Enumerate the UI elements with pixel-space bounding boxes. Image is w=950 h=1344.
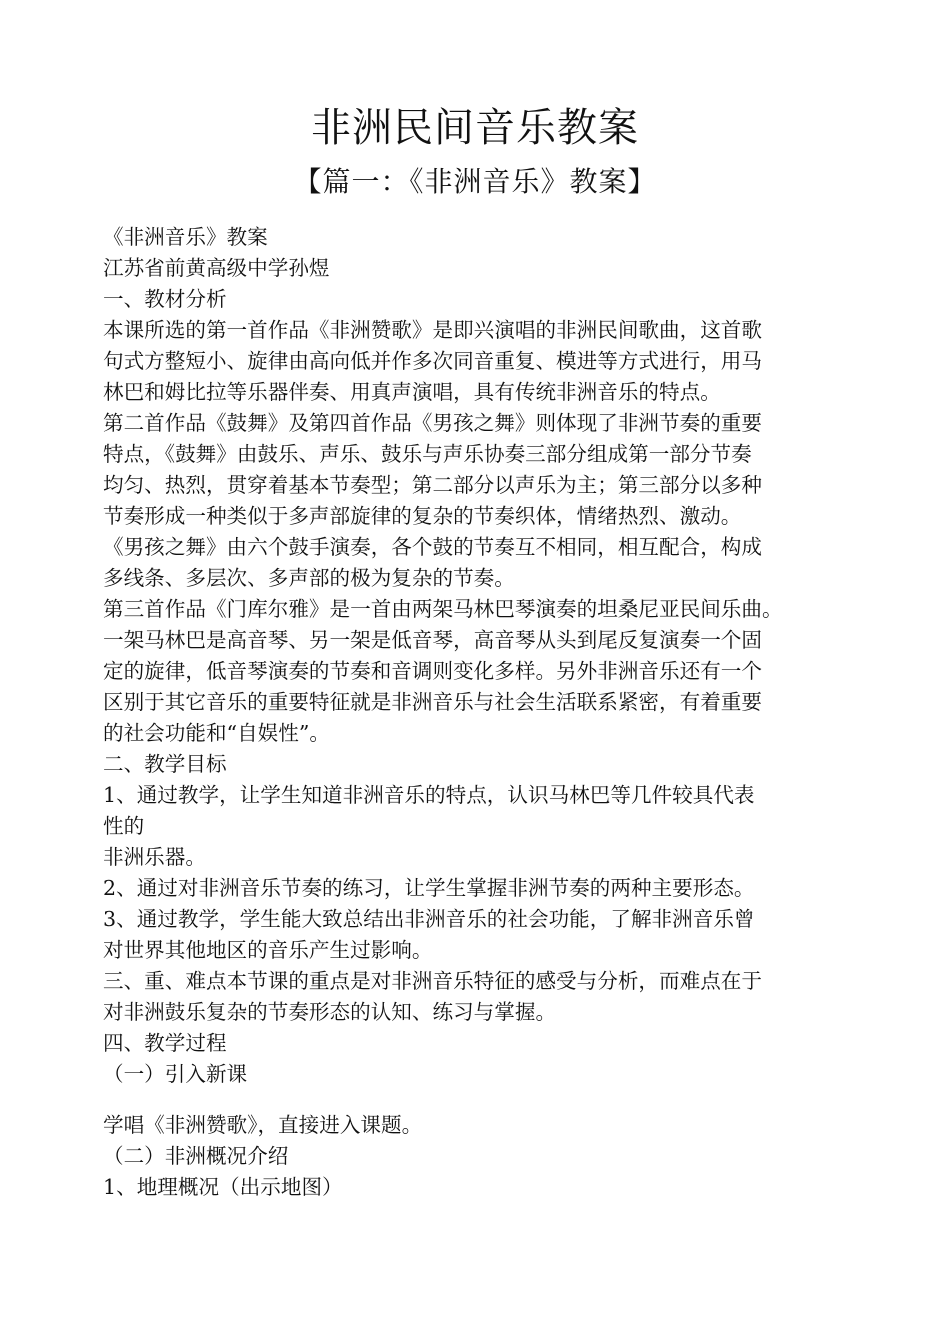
document-title: 非洲民间音乐教案 bbox=[311, 105, 639, 151]
body-line: 多线条、多层次、多声部的极为复杂的节奏。 bbox=[103, 566, 515, 590]
body-line: 林巴和姆比拉等乐器伴奏、用真声演唱，具有传统非洲音乐的特点。 bbox=[103, 380, 721, 404]
body-line: （一）引入新课 bbox=[103, 1062, 248, 1086]
document-subtitle: 【篇一：《非洲音乐》教案】 bbox=[293, 165, 657, 198]
body-line: 一、教材分析 bbox=[103, 287, 227, 311]
body-line: 性的 bbox=[103, 814, 145, 838]
body-line: 均匀、热烈，贯穿着基本节奏型；第二部分以声乐为主；第三部分以多种 bbox=[103, 473, 762, 497]
body-line: 非洲乐器。 bbox=[103, 845, 206, 869]
body-line: 3、通过教学，学生能大致总结出非洲音乐的社会功能，了解非洲音乐曾 bbox=[103, 907, 755, 931]
body-line: （二）非洲概况介绍 bbox=[103, 1144, 289, 1168]
body-line: 对非洲鼓乐复杂的节奏形态的认知、练习与掌握。 bbox=[103, 1000, 557, 1024]
body-line: 节奏形成一种类似于多声部旋律的复杂的节奏织体，情绪热烈、激动。 bbox=[103, 504, 742, 528]
body-line: 的社会功能和“自娱性”。 bbox=[103, 721, 330, 745]
body-line: 《非洲音乐》教案 bbox=[103, 225, 268, 249]
body-line: 江苏省前黄高级中学孙煜 bbox=[103, 256, 330, 280]
body-line: 1、地理概况（出示地图） bbox=[103, 1175, 343, 1199]
body-line: 一架马林巴是高音琴、另一架是低音琴，高音琴从头到尾反复演奏一个固 bbox=[103, 628, 762, 652]
body-line: 学唱《非洲赞歌》，直接进入课题。 bbox=[103, 1113, 423, 1137]
body-line: 句式方整短小、旋律由高向低并作多次同音重复、模进等方式进行，用马 bbox=[103, 349, 762, 373]
body-line: 三、重、难点本节课的重点是对非洲音乐特征的感受与分析，而难点在于 bbox=[103, 969, 762, 993]
body-line: 第二首作品《鼓舞》及第四首作品《男孩之舞》则体现了非洲节奏的重要 bbox=[103, 411, 762, 435]
body-line: 区别于其它音乐的重要特征就是非洲音乐与社会生活联系紧密，有着重要 bbox=[103, 690, 762, 714]
body-line: 2、通过对非洲音乐节奏的练习，让学生掌握非洲节奏的两种主要形态。 bbox=[103, 876, 755, 900]
body-line: 二、教学目标 bbox=[103, 752, 227, 776]
body-line: 1、通过教学，让学生知道非洲音乐的特点，认识马林巴等几件较具代表 bbox=[103, 783, 755, 807]
document-body bbox=[103, 222, 863, 1203]
body-line: 对世界其他地区的音乐产生过影响。 bbox=[103, 938, 433, 962]
body-line: 第三首作品《门库尔雅》是一首由两架马林巴琴演奏的坦桑尼亚民间乐曲。 bbox=[103, 597, 783, 621]
body-line: 四、教学过程 bbox=[103, 1031, 227, 1055]
body-line: 《男孩之舞》由六个鼓手演奏，各个鼓的节奏互不相同，相互配合，构成 bbox=[103, 535, 762, 559]
body-line: 定的旋律，低音琴演奏的节奏和音调则变化多样。另外非洲音乐还有一个 bbox=[103, 659, 762, 683]
body-line: 特点，《鼓舞》由鼓乐、声乐、鼓乐与声乐协奏三部分组成第一部分节奏 bbox=[103, 442, 752, 466]
body-line: 本课所选的第一首作品《非洲赞歌》是即兴演唱的非洲民间歌曲，这首歌 bbox=[103, 318, 762, 342]
